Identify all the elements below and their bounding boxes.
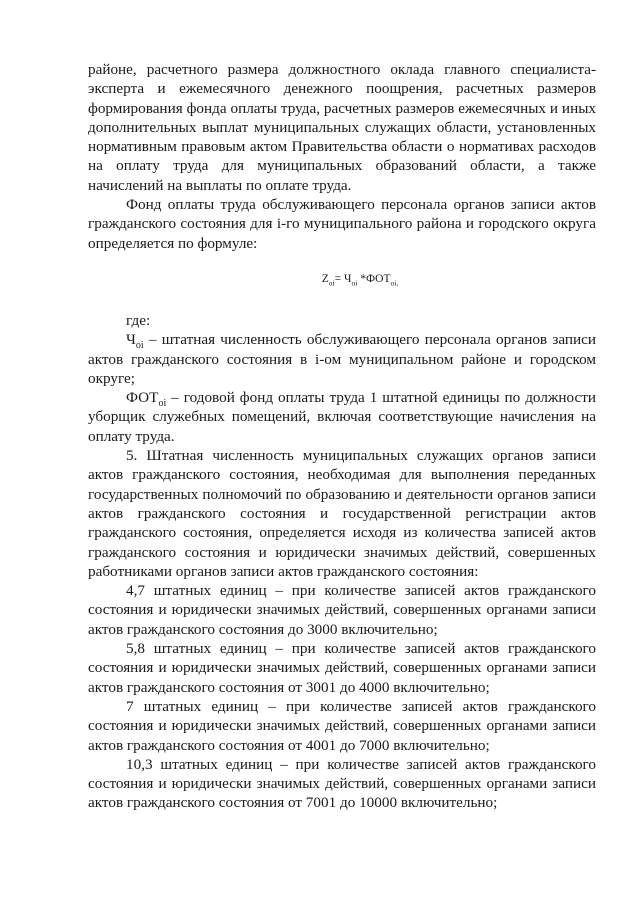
formula-eq: = Ч xyxy=(334,272,352,285)
definition-ch-text: – штатная численность обслуживающего персонала органов записи актов гражданского состояния в i-ом муниципальном районе и городском округе; xyxy=(88,331,596,387)
definition-ch-sub: oi xyxy=(135,340,144,352)
formula-fot-sub: oi, xyxy=(390,278,399,288)
staff-tier-1: 4,7 штатных единиц – при количестве записей актов гражданского состояния и юридически значимых действий, совершенных органами записи актов гражданского состояния до 3000 включительно; xyxy=(88,582,596,638)
staff-tier-2: 5,8 штатных единиц – при количестве записей актов гражданского состояния и юридически значимых действий, совершенных органами записи актов гражданского состояния от 3001 до 4000 включительно; xyxy=(88,640,596,696)
formula-z-sub: oi xyxy=(328,278,335,288)
formula xyxy=(88,271,596,287)
formula-z: Z xyxy=(321,272,329,285)
staff-tier-4: 10,3 штатных единиц – при количестве записей актов гражданского состояния и юридически значимых действий, совершенных органами записи актов гражданского состояния от 7001 до 10000 включительно; xyxy=(88,755,596,812)
formula-mul: *ФОТ xyxy=(357,272,391,285)
definition-ch xyxy=(88,330,596,388)
definition-fot-sub: oi xyxy=(158,398,167,410)
paragraph-continuation: районе, расчетного размера должностного оклада главного специалиста-эксперта и ежемесячного денежного поощрения, расчетных размеров формирования фонда оплаты труда, расчетных размеров ежемесячных и иных дополнительных выплат муниципальных служащих области, установленных нормативным правовым актом Правительства области о нормативах расходов на оплату труда для муниципальных образований области, а также начислений на выплаты по оплате труда. xyxy=(88,61,596,194)
paragraph-item-5: 5. Штатная численность муниципальных служащих органов записи актов гражданского состояния, необходимая для выполнения переданных государственных полномочий по образованию и деятельности органов записи актов гражданского состояния и государственной регистрации актов гражданского состояния, определяется исходя из количества записей актов гражданского состояния и юридически значимых действий, совершенных работниками органов записи актов гражданского состояния: xyxy=(88,447,596,580)
definition-fot-text: – годовой фонд оплаты труда 1 штатной единицы по должности уборщик служебных помещений, включая соответствующие начисления на оплату труда. xyxy=(88,389,596,445)
where-label: где: xyxy=(126,311,151,329)
definition-fot-symbol: ФОТ xyxy=(126,389,159,407)
paragraph-fot-intro: Фонд оплаты труда обслуживающего персонала органов записи актов гражданского состояния для i-го муниципального района и городского округа определяется по формуле: xyxy=(88,196,596,252)
formula-ch-sub: oi xyxy=(351,278,358,288)
definition-fot xyxy=(88,388,596,446)
staff-tier-3: 7 штатных единиц – при количестве записей актов гражданского состояния и юридически значимых действий, совершенных органами записи актов гражданского состояния от 4001 до 7000 включительно; xyxy=(88,697,596,754)
document-page xyxy=(88,60,596,813)
definition-ch-symbol: Ч xyxy=(126,331,136,349)
